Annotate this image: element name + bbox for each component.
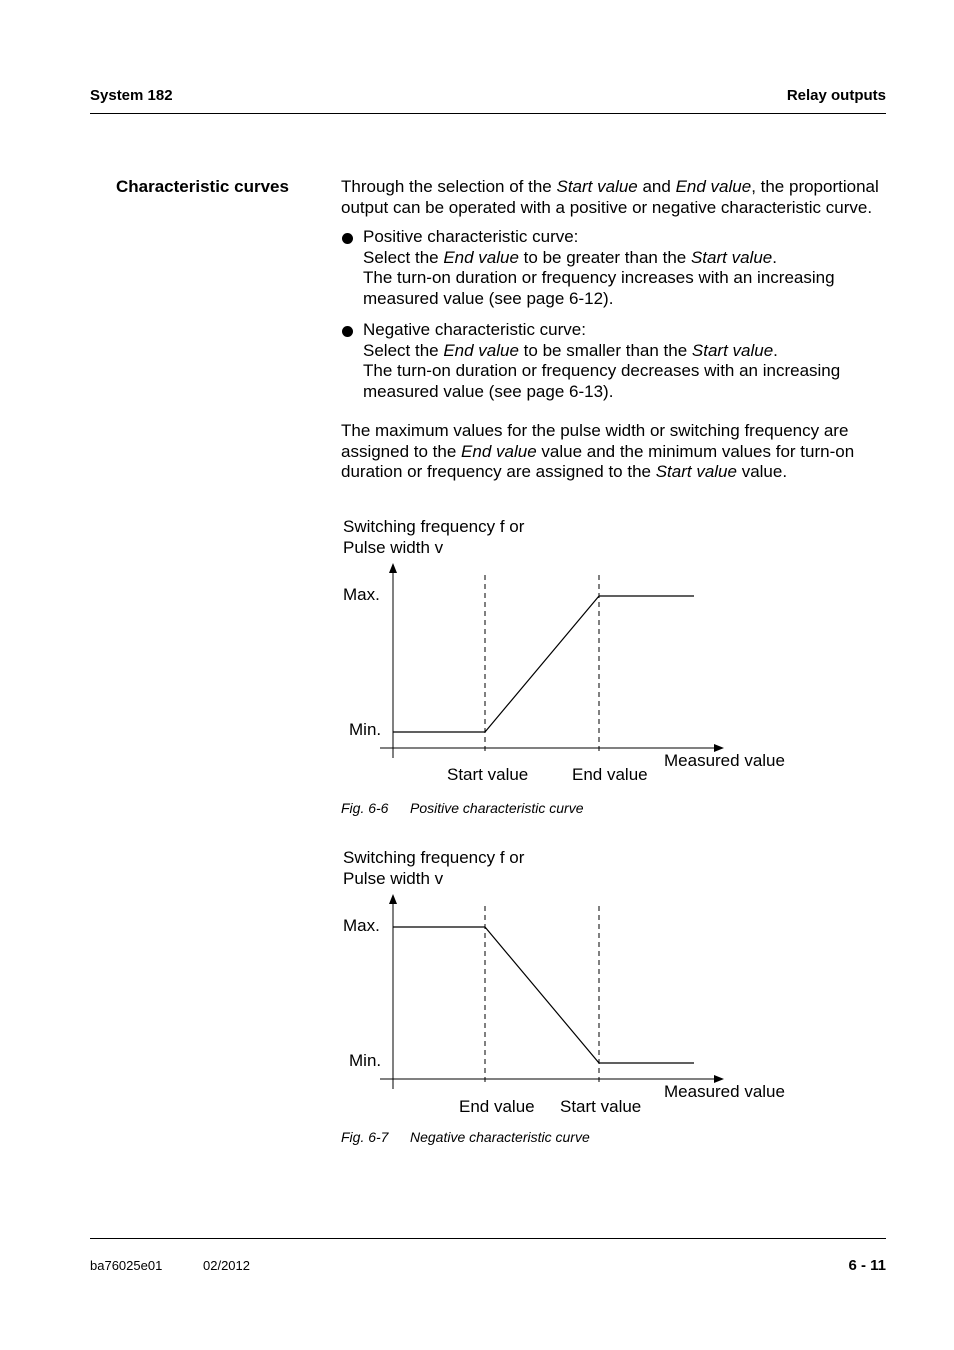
footer-date: 02/2012 xyxy=(203,1258,250,1273)
max-label: Max. xyxy=(343,585,380,604)
figure-negative-curve xyxy=(330,841,810,1151)
y-axis-arrow xyxy=(389,894,397,904)
header-title: System 182 xyxy=(90,87,173,104)
figure-caption-text: Negative characteristic curve xyxy=(410,1129,590,1145)
x-axis-label: Measured value xyxy=(664,751,785,770)
characteristic-curve xyxy=(393,927,694,1063)
figure-ylabel-line2: Pulse width v xyxy=(343,869,444,888)
figure-ylabel-line2: Pulse width v xyxy=(343,538,444,557)
page-number: 6 - 11 xyxy=(848,1257,886,1274)
y-axis-arrow xyxy=(389,563,397,573)
section-heading: Characteristic curves xyxy=(116,177,289,196)
bullet-dot xyxy=(342,233,353,244)
start-value-label: Start value xyxy=(447,765,529,784)
intro-paragraph: Through the selection of the Start value and End value, the proportional output can be operated with a positive or negative characteristic curve. xyxy=(341,177,879,217)
min-label: Min. xyxy=(349,1051,382,1070)
figure-ylabel-line1: Switching frequency f or xyxy=(343,517,525,536)
figure-ylabel-line1: Switching frequency f or xyxy=(343,848,525,867)
header-rule xyxy=(90,113,886,114)
footer-doc-id: ba76025e01 xyxy=(90,1258,163,1273)
figure-caption-text: Positive characteristic curve xyxy=(410,800,584,816)
x-axis-label: Measured value xyxy=(664,1082,785,1101)
bullet-dot xyxy=(342,326,353,337)
min-label: Min. xyxy=(349,720,382,739)
header-section: Relay outputs xyxy=(786,87,886,104)
start-value-label: Start value xyxy=(560,1097,642,1116)
end-value-label: End value xyxy=(572,765,648,784)
max-label: Max. xyxy=(343,916,380,935)
figure-caption-number: Fig. 6-7 xyxy=(341,1129,389,1145)
bullet-positive: Positive characteristic curve: Select the End value to be greater than the Start value. The turn-on duration or frequency increases with an increasing measured value (see page 6-12). xyxy=(341,227,886,309)
characteristic-curve xyxy=(393,596,694,732)
summary-paragraph: The maximum values for the pulse width or switching frequency are assigned to the End value value and the minimum values for turn-on duration or frequency are assigned to the Start value value. xyxy=(341,421,855,482)
footer-rule xyxy=(90,1238,886,1239)
bullet-negative: Negative characteristic curve: Select the End value to be smaller than the Start value. The turn-on duration or frequency decreases with an increasing measured value (see page 6-13). xyxy=(341,320,886,402)
figure-positive-curve xyxy=(330,510,810,820)
figure-caption-number: Fig. 6-6 xyxy=(341,800,389,816)
end-value-label: End value xyxy=(459,1097,535,1116)
